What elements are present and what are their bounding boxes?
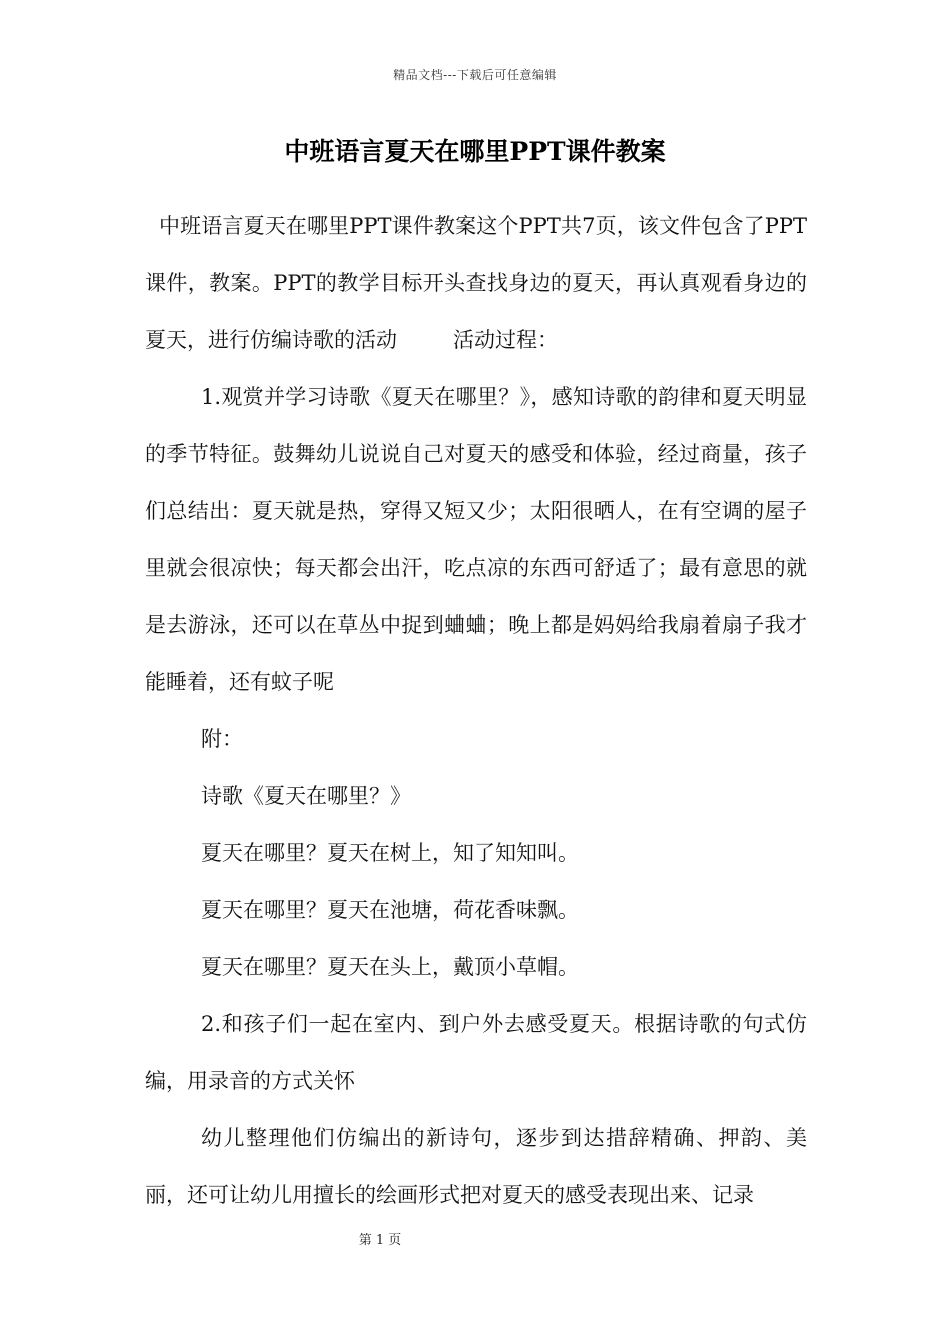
- intro-paragraph: [145, 198, 807, 369]
- paragraph-organize: 幼儿整理他们仿编出的新诗句，逐步到达措辞精确、押韵、美丽，还可让幼儿用擅长的绘画形式把对夏天的感受表现出来、记录: [145, 1126, 807, 1207]
- intro-text: 中班语言夏天在哪里PPT课件教案这个PPT共7页，该文件包含了PPT课件，教案。PPT的教学目标开头查找身边的夏天，再认真观看身边的夏天，进行仿编诗歌的活动: [145, 214, 807, 352]
- page-number: 第 1 页: [358, 1233, 402, 1248]
- document-title: 中班语言夏天在哪里PPT课件教案: [284, 137, 666, 166]
- poem-title: 诗歌《夏天在哪里？》: [201, 784, 411, 808]
- intro-process-label: 活动过程：: [453, 328, 558, 352]
- poem-line-3: 夏天在哪里？夏天在头上，戴顶小草帽。: [201, 955, 579, 979]
- document-body: [145, 198, 807, 1224]
- paragraph-appendix-label: 附：: [201, 727, 243, 751]
- page-header: 精品文档---下载后可任意编辑: [393, 68, 557, 82]
- poem-line-1: 夏天在哪里？夏天在树上，知了知知叫。: [201, 841, 579, 865]
- paragraph-step-2: 2.和孩子们一起在室内、到户外去感受夏天。根据诗歌的句式仿编，用录音的方式关怀: [145, 1012, 807, 1093]
- paragraph-step-1: 1.观赏并学习诗歌《夏天在哪里？》，感知诗歌的韵律和夏天明显的季节特征。鼓舞幼儿说说自己对夏天的感受和体验，经过商量，孩子们总结出：夏天就是热，穿得又短又少；太阳很晒人，在有空调的屋子里就会很凉快；每天都会出汗，吃点凉的东西可舒适了；最有意思的就是去游泳，还可以在草丛中捉到蛐蛐；晚上都是妈妈给我扇着扇子我才能睡着，还有蚊子呢: [145, 385, 807, 694]
- poem-line-2: 夏天在哪里？夏天在池塘，荷花香味飘。: [201, 898, 579, 922]
